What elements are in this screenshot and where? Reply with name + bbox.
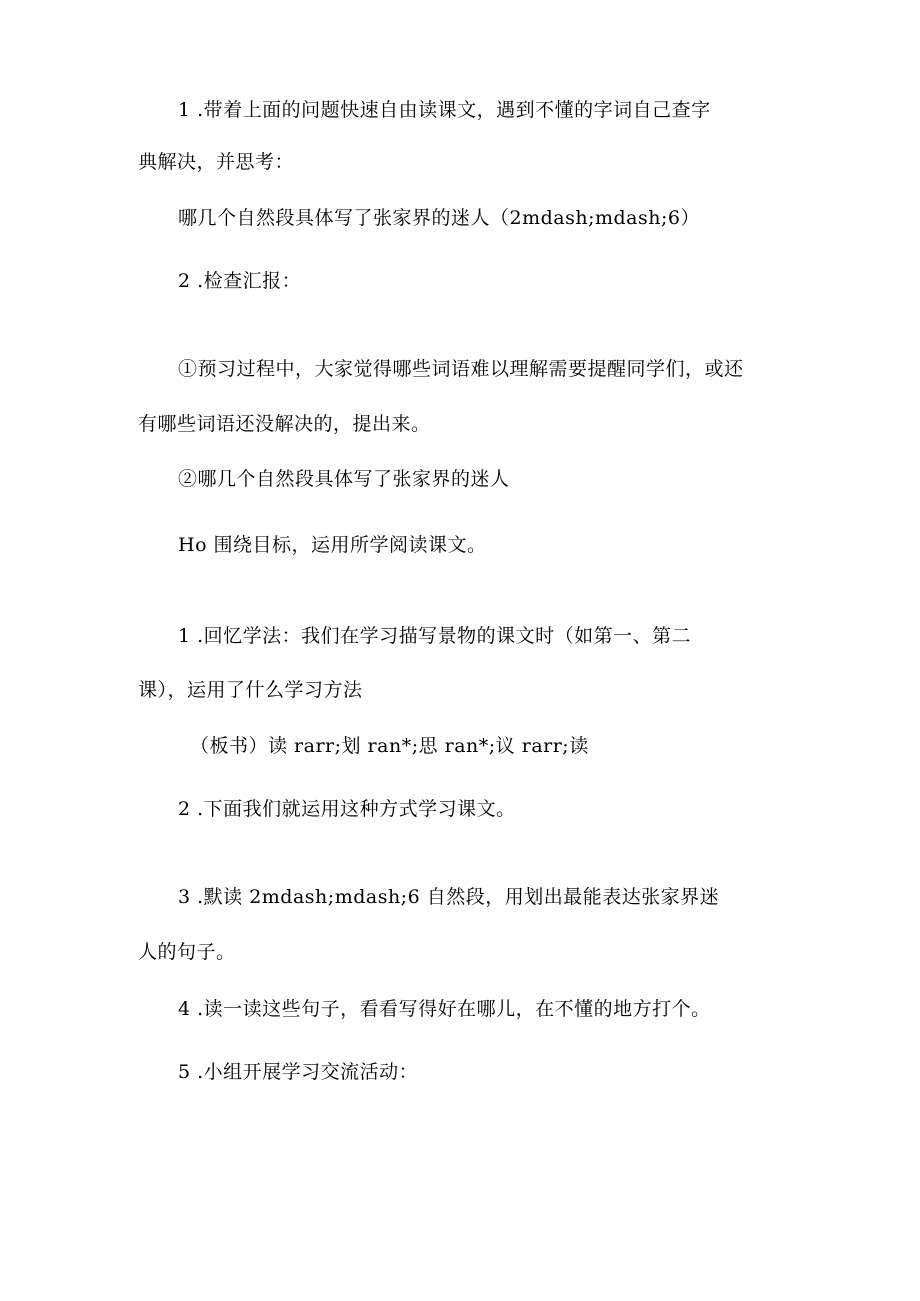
paragraph-line-5: ①预习过程中，大家觉得哪些词语难以理解需要提醒同学们，或还 — [178, 358, 744, 380]
paragraph-line-6: 有哪些词语还没解决的，提出来。 — [138, 413, 431, 435]
paragraph-line-12: 2 .下面我们就运用这种方式学习课文。 — [178, 798, 516, 820]
paragraph-line-7: ②哪几个自然段具体写了张家界的迷人 — [178, 468, 510, 490]
paragraph-line-4: 2 .检查汇报： — [178, 270, 302, 292]
paragraph-line-2: 典解决，并思考： — [138, 151, 295, 173]
paragraph-line-1: 1 .带着上面的问题快速自由读课文，遇到不懂的字词自己查字 — [178, 99, 711, 121]
paragraph-line-16: 5 .小组开展学习交流活动： — [178, 1061, 419, 1083]
paragraph-line-10: 课），运用了什么学习方法 — [138, 679, 363, 701]
paragraph-line-11: （板书）读 rarr;划 ran*;思 ran*;议 rarr;读 — [190, 735, 589, 757]
paragraph-line-8: Ho 围绕目标，运用所学阅读课文。 — [178, 534, 487, 556]
paragraph-line-15: 4 .读一读这些句子，看看写得好在哪儿，在不懂的地方打个。 — [178, 998, 711, 1020]
paragraph-line-13: 3 .默读 2mdash;mdash;6 自然段，用划出最能表达张家界迷 — [178, 886, 720, 908]
paragraph-line-3: 哪几个自然段具体写了张家界的迷人（2mdash;mdash;6） — [178, 207, 700, 229]
paragraph-line-9: 1 .回忆学法：我们在学习描写景物的课文时（如第一、第二 — [178, 625, 692, 647]
paragraph-line-14: 人的句子。 — [138, 941, 236, 963]
